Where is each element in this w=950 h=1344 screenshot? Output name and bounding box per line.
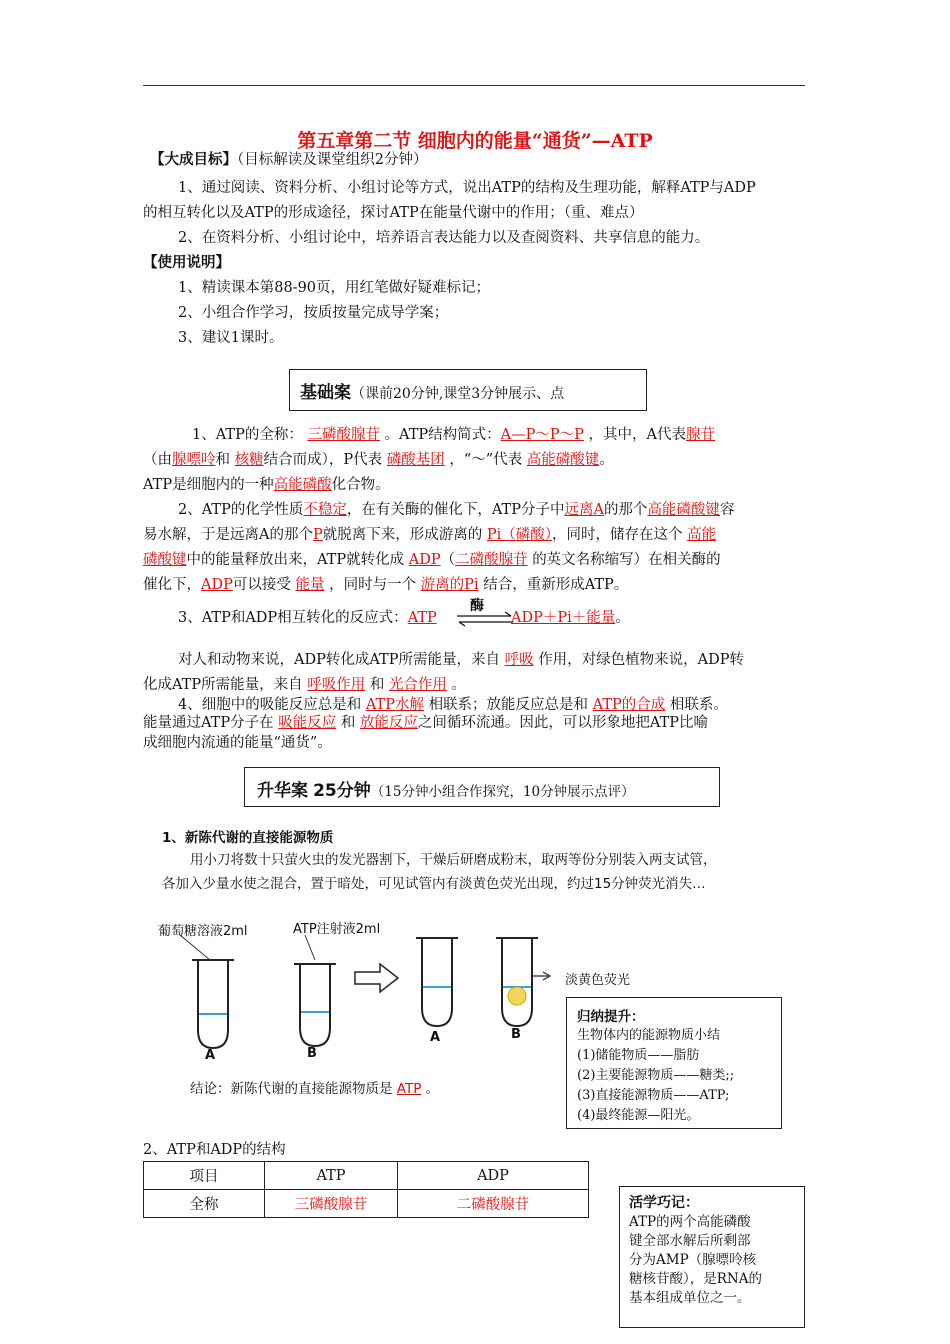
answer-A: 腺苷 — [686, 427, 716, 443]
answer-ribose: 核糖 — [234, 452, 264, 468]
header-cell: ATP — [265, 1162, 398, 1190]
text: 。 — [451, 677, 467, 693]
text: 的那个 — [603, 502, 648, 518]
answer-synth: ATP的合成 — [592, 697, 666, 713]
table-row — [144, 1190, 589, 1218]
basic-line-12 — [143, 713, 708, 733]
struct-table — [143, 1161, 589, 1218]
answer-exer: 放能反应 — [359, 715, 418, 731]
answer-P2: P — [312, 527, 323, 543]
pointer-line — [180, 935, 210, 960]
text: 易水解，于是远离A的那个 — [143, 527, 313, 543]
tube-a-after — [416, 938, 458, 1026]
basic-box — [289, 369, 647, 411]
text: 催化下， — [143, 577, 201, 593]
page-title: 第五章第二节 细胞内的能量“通货”—ATP — [297, 130, 653, 152]
text: 4、细胞中的吸能反应总是和 — [178, 697, 362, 713]
goals-p2: 2、在资料分析、小组讨论中，培养语言表达能力以及查阅资料、共享信息的能力。 — [178, 230, 710, 246]
advanced-box-time: 25分钟 — [313, 781, 371, 801]
tip-body — [629, 1213, 762, 1308]
tube-b-after-label: B — [511, 1027, 521, 1042]
row-label: 全称 — [144, 1190, 265, 1218]
fluorescence-label: 淡黄色荧光 — [565, 973, 631, 988]
tip-line: 糖核苷酸），是RNA的 — [629, 1271, 762, 1287]
basic-line-11 — [178, 695, 728, 715]
text: （ — [440, 552, 456, 568]
answer-adenine: 腺嘌呤 — [172, 452, 216, 468]
answer-formula: A—P～P～P — [500, 427, 584, 443]
basic-box-label: 基础案 — [300, 383, 351, 403]
tip-title: 活学巧记： — [629, 1195, 699, 1211]
usage-item-2: 2、小组合作学习，按质按量完成导学案； — [178, 305, 449, 321]
goals-p1a: 1、通过阅读、资料分析、小组讨论等方式，说出ATP的结构及生理功能，解释ATP与ADP — [178, 180, 756, 196]
summary-list — [577, 1026, 734, 1126]
text: 就脱离下来，形成游离的 — [322, 527, 483, 543]
basic-line-10 — [143, 675, 466, 695]
text: 。 — [425, 1081, 440, 1097]
text: 的英文名称缩写）在相关酶的 — [532, 552, 721, 568]
label-atp: ATP注射液2ml — [293, 922, 381, 937]
summary-box — [566, 997, 782, 1129]
text: ，“～”代表 — [449, 452, 523, 468]
answer-P: 磷酸基团 — [386, 452, 445, 468]
answer-adp2: ADP — [201, 577, 233, 593]
answer-fullname: 三磷酸腺苷 — [307, 427, 380, 443]
basic-line-9 — [178, 650, 744, 670]
fluorescence-glow — [508, 987, 526, 1005]
text: ，同时，储存在这个 — [552, 527, 683, 543]
answer-compound: 高能磷酸 — [273, 477, 332, 493]
goals-heading: 【大成目标】 — [150, 151, 237, 168]
advanced-box — [244, 767, 720, 807]
tip-line: 基本组成单位之一。 — [629, 1290, 751, 1306]
answer-hydro: ATP水解 — [365, 697, 424, 713]
basic-line-1 — [192, 425, 715, 445]
goals-note: （目标解读及课堂组织2分钟） — [237, 152, 428, 168]
tube-b-label: B — [307, 1046, 317, 1061]
process-arrow-icon — [355, 964, 398, 992]
tip-line: ATP的两个高能磷酸 — [629, 1214, 751, 1230]
text: 对人和动物来说，ADP转化成ATP所需能量，来自 — [178, 652, 500, 668]
enzyme-label: 酶 — [470, 598, 484, 614]
exp-p1: 用小刀将数十只萤火虫的发光器割下，干燥后研磨成粉末，取两等份分别装入两支试管， — [190, 852, 717, 868]
tube-a-label: A — [205, 1048, 216, 1063]
answer-photo: 光合作用 — [388, 677, 447, 693]
reaction-line — [178, 608, 437, 628]
text: 中的能量释放出来，ATP就转化成 — [186, 552, 405, 568]
usage-item-1: 1、精读课本第88-90页，用红笔做好疑难标记； — [178, 280, 491, 296]
answer-ender: 吸能反应 — [278, 715, 337, 731]
answer-pi: Pi（磷酸） — [486, 527, 553, 543]
answer-hi: 高能 — [687, 527, 717, 543]
text: 结论：新陈代谢的直接能源物质是 — [190, 1081, 393, 1097]
tip-line: 分为AMP（腺嘌呤核 — [629, 1252, 757, 1268]
text: 和 — [215, 452, 230, 468]
exp-p2: 各加入少量水使之混合，置于暗处，可见试管内有淡黄色荧光出现，约过15分钟荧光消失… — [162, 876, 706, 892]
advanced-box-label: 升华案 — [257, 781, 308, 801]
answer-resp: 呼吸 — [504, 652, 534, 668]
tip-box — [619, 1186, 805, 1328]
basic-line-3 — [143, 475, 390, 495]
pointer-line — [305, 935, 315, 960]
basic-line-5 — [143, 525, 716, 545]
answer-adp: ADP — [408, 552, 441, 568]
text: 2、ATP的化学性质 — [178, 502, 304, 518]
basic-line-13: 成细胞内流通的能量“通货”。 — [143, 735, 332, 751]
text: ，同时与一个 — [329, 577, 417, 593]
reaction-products — [511, 608, 630, 628]
table-header-row — [144, 1162, 589, 1190]
basic-line-2 — [143, 450, 614, 470]
tip-line: 键全部水解后所剩部 — [629, 1233, 751, 1249]
text: 和 — [369, 677, 385, 693]
atp-fullname-cell: 三磷酸腺苷 — [265, 1190, 398, 1218]
text: 化合物。 — [331, 477, 390, 493]
header-cell: 项目 — [144, 1162, 265, 1190]
tube-b-before — [294, 964, 336, 1046]
conclusion — [190, 1077, 439, 1097]
answer-unstable: 不稳定 — [303, 502, 347, 518]
summary-line: (3)直接能源物质——ATP; — [577, 1088, 730, 1103]
answer-bond2: 高能磷酸键 — [647, 502, 720, 518]
text: 3、ATP和ADP相互转化的反应式： — [178, 610, 408, 626]
header-cell: ADP — [398, 1162, 589, 1190]
exp-heading: 1、新陈代谢的直接能源物质 — [162, 830, 334, 846]
answer-far: 远离A — [564, 502, 604, 518]
text: 化成ATP所需能量，来自 — [143, 677, 303, 693]
text: 可以接受 — [232, 577, 291, 593]
answer-energy: 能量 — [295, 577, 325, 593]
text: 作用，对绿色植物来说，ADP转 — [538, 652, 745, 668]
struct-heading: 2、ATP和ADP的结构 — [143, 1142, 286, 1158]
answer-pi2: 游离的Pi — [420, 577, 479, 593]
text: 结合，重新形成ATP。 — [483, 577, 629, 593]
answer-products: ADP＋Pi＋能量 — [511, 610, 616, 626]
adp-fullname-cell: 二磷酸腺苷 — [398, 1190, 589, 1218]
text: 相联系；放能反应总是和 — [428, 697, 589, 713]
text: （由 — [143, 452, 172, 468]
text: 。ATP结构简式： — [384, 427, 501, 443]
summary-title: 归纳提升： — [577, 1009, 645, 1025]
basic-line-4 — [178, 500, 734, 520]
label-glucose: 葡萄糖溶液2ml — [158, 924, 248, 939]
summary-line: 生物体内的能源物质小结 — [577, 1028, 721, 1043]
text: 之间循环流通。因此，可以形象地把ATP比喻 — [417, 715, 709, 731]
summary-line: (4)最终能源—阳光。 — [577, 1108, 700, 1123]
basic-box-note: （课前20分钟,课堂3分钟展示、点 — [351, 386, 565, 402]
tube-b-after — [496, 938, 550, 1026]
text: 能量通过ATP分子在 — [143, 715, 274, 731]
usage-heading: 【使用说明】 — [143, 254, 230, 271]
text: 容 — [719, 502, 735, 518]
basic-line-7 — [143, 575, 628, 595]
answer-conclusion: ATP — [396, 1081, 422, 1097]
text: 结合而成），P代表 — [263, 452, 383, 468]
text: ，其中，A代表 — [588, 427, 687, 443]
text: 。 — [615, 610, 630, 626]
basic-line-6 — [143, 550, 721, 570]
summary-line: (1)储能物质——脂肪 — [577, 1048, 700, 1063]
answer-atp: ATP — [407, 610, 437, 626]
reaction-arrows-icon — [455, 610, 515, 628]
text: 和 — [340, 715, 356, 731]
tube-a-before — [192, 960, 234, 1048]
text: 1、ATP的全称： — [192, 427, 303, 443]
top-rule — [143, 85, 805, 86]
answer-bond: 高能磷酸键 — [526, 452, 600, 468]
goals-section — [150, 150, 427, 170]
text: ATP是细胞内的一种 — [143, 477, 274, 493]
text: ，在有关酶的催化下，ATP分子中 — [346, 502, 565, 518]
answer-bond3: 磷酸键 — [143, 552, 187, 568]
answer-adp-name: 二磷酸腺苷 — [455, 552, 528, 568]
text: 相联系。 — [669, 697, 728, 713]
usage-item-3: 3、建议1课时。 — [178, 330, 284, 346]
summary-line: (2)主要能源物质——糖类;; — [577, 1068, 735, 1083]
advanced-box-note: （15分钟小组合作探究，10分钟展示点评） — [370, 784, 635, 800]
tube-a-after-label: A — [430, 1030, 441, 1045]
goals-p1b: 的相互转化以及ATP的形成途径，探讨ATP在能量代谢中的作用；（重、难点） — [143, 205, 644, 221]
answer-resp2: 呼吸作用 — [307, 677, 366, 693]
text: 。 — [599, 452, 614, 468]
